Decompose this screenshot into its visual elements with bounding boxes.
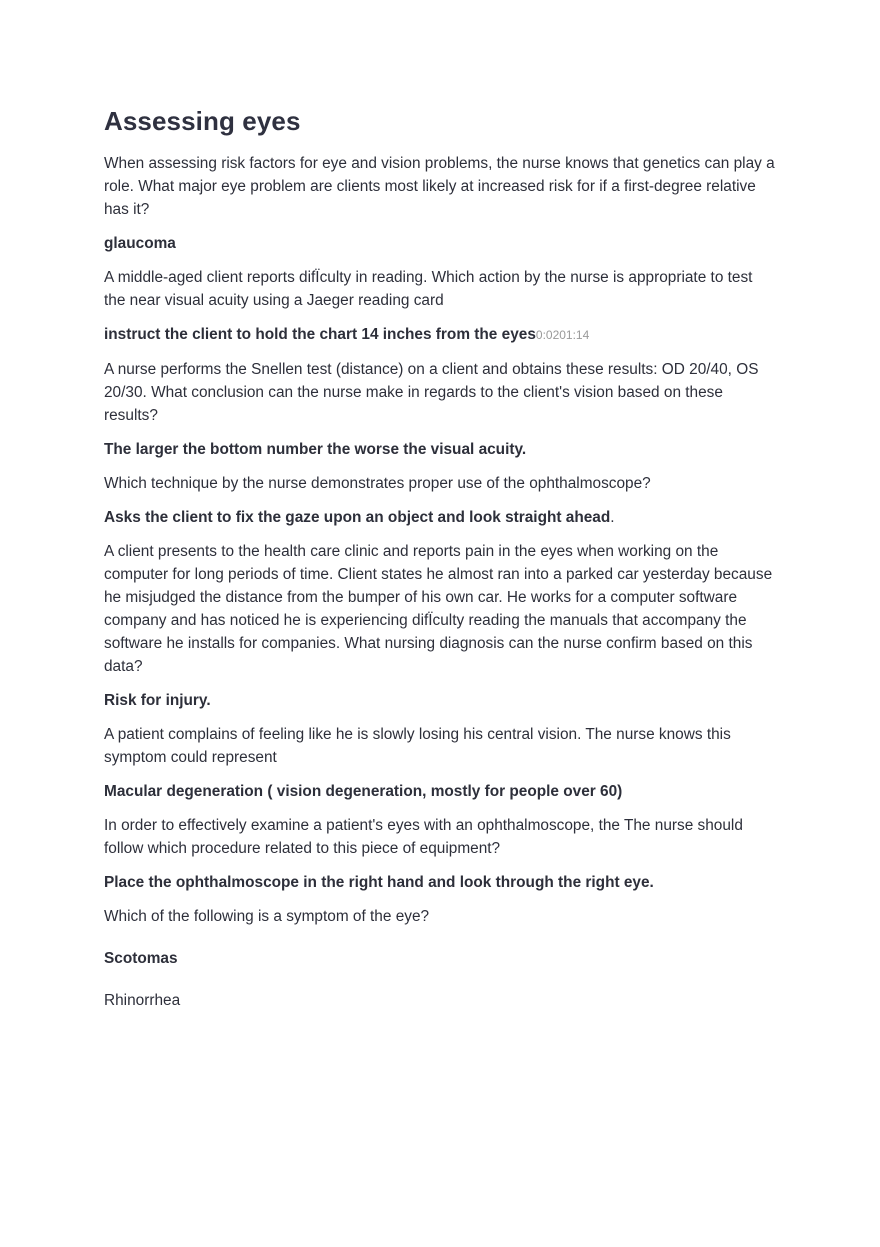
answer-text: The larger the bottom number the worse the visual acuity. <box>104 441 527 458</box>
answer-with-timestamp <box>104 323 776 347</box>
answer-with-trailing <box>104 506 776 529</box>
trailing-punctuation: . <box>610 509 615 526</box>
document-page <box>104 104 776 1012</box>
answer-text: Place the ophthalmoscope in the right hand and look through the right eye. <box>104 874 654 891</box>
question-text: A client presents to the health care clinic and reports pain in the eyes when working on the computer for long periods of time. Client states he almost ran into a parked car yesterday because he misjudged the distance from the bumper of his own car. He works for a computer software company and has noticed he is experiencing difÏculty reading the manuals that accompany the software he installs for companies. What nursing diagnosis can the nurse confirm based on this data? <box>104 543 773 675</box>
answer-text: Macular degeneration ( vision degeneration, mostly for people over 60) <box>104 783 623 800</box>
answer-text: glaucoma <box>104 235 176 252</box>
question-text: A patient complains of feeling like he is slowly losing his central vision. The nurse knows this symptom could represent <box>104 726 731 766</box>
page-title: Assessing eyes <box>104 106 301 136</box>
question-text: Which technique by the nurse demonstrates proper use of the ophthalmoscope? <box>104 475 651 492</box>
question-text: Which of the following is a symptom of the eye? <box>104 908 430 925</box>
answer-text: Risk for injury. <box>104 692 211 709</box>
question-text: In order to effectively examine a patient's eyes with an ophthalmoscope, the The nurse should follow which procedure related to this piece of equipment? <box>104 817 743 857</box>
answer-text: Asks the client to fix the gaze upon an object and look straight ahead <box>104 509 611 526</box>
question-text: A nurse performs the Snellen test (distance) on a client and obtains these results: OD 20/40, OS 20/30. What conclusion can the nurse make in regards to the client's vision based on these results? <box>104 361 759 424</box>
question-text: When assessing risk factors for eye and vision problems, the nurse knows that genetics can play a role. What major eye problem are clients most likely at increased risk for if a first-degree relative has it? <box>104 155 775 218</box>
answer-text: instruct the client to hold the chart 14 inches from the eyes <box>104 326 536 343</box>
answer-text: Scotomas <box>104 950 178 967</box>
timestamp-label: 0:0201:14 <box>535 328 590 342</box>
option-text: Rhinorrhea <box>104 992 181 1009</box>
question-text: A middle-aged client reports difÏculty in reading. Which action by the nurse is appropriate to test the near visual acuity using a Jaeger reading card <box>104 269 753 309</box>
